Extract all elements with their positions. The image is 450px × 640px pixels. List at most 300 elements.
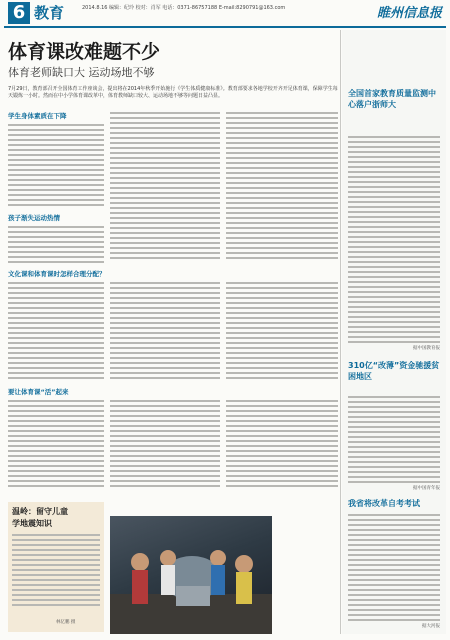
text-line <box>348 599 440 601</box>
text-line <box>8 415 104 417</box>
text-line <box>110 242 220 244</box>
text-line <box>226 162 338 164</box>
text-line <box>110 162 220 164</box>
text-line <box>110 137 220 139</box>
text-line <box>226 227 338 229</box>
text-line <box>12 564 100 566</box>
text-line <box>8 367 104 369</box>
text-line <box>8 302 104 304</box>
text-line <box>12 554 100 556</box>
text-line <box>8 194 104 196</box>
text-line <box>8 420 104 422</box>
text-line <box>348 594 440 596</box>
text-line <box>110 157 220 159</box>
photo-illustration <box>110 516 272 634</box>
right-story-source: 据大河报 <box>422 624 440 629</box>
text-line <box>110 297 220 299</box>
text-line <box>348 421 440 423</box>
text-line <box>8 251 104 253</box>
text-line <box>110 302 220 304</box>
text-line <box>8 139 104 141</box>
text-line <box>110 420 220 422</box>
text-line <box>226 327 338 329</box>
text-line <box>110 227 220 229</box>
text-line <box>348 524 440 526</box>
text-line <box>110 207 220 209</box>
text-line <box>348 554 440 556</box>
text-line <box>110 475 220 477</box>
text-line <box>110 132 220 134</box>
text-line <box>226 177 338 179</box>
photo-credit: 林亿鹏 摄 <box>56 620 76 625</box>
text-line <box>348 336 440 338</box>
text-line <box>226 400 338 402</box>
text-line <box>8 246 104 248</box>
text-line <box>8 189 104 191</box>
text-line <box>8 347 104 349</box>
text-line <box>110 192 220 194</box>
text-line <box>8 174 104 176</box>
text-line <box>348 286 440 288</box>
text-line <box>110 307 220 309</box>
text-line <box>226 312 338 314</box>
text-line <box>348 584 440 586</box>
text-line <box>110 287 220 289</box>
text-line <box>226 242 338 244</box>
right-story-source: 据中国教育报 <box>413 346 440 351</box>
text-line <box>8 124 104 126</box>
text-line <box>110 377 220 379</box>
text-line <box>12 549 100 551</box>
sidebar-story-title-2: 学地震知识 <box>12 519 52 528</box>
text-line <box>226 237 338 239</box>
text-line <box>110 222 220 224</box>
text-line <box>8 261 104 263</box>
text-line <box>110 212 220 214</box>
text-line <box>226 460 338 462</box>
text-line <box>226 450 338 452</box>
text-line <box>12 534 100 536</box>
text-line <box>8 199 104 201</box>
text-line <box>110 257 220 259</box>
text-line <box>348 544 440 546</box>
text-line <box>348 411 440 413</box>
text-line <box>8 154 104 156</box>
text-line <box>110 410 220 412</box>
main-article-body <box>8 112 338 632</box>
text-line <box>8 465 104 467</box>
text-line <box>226 182 338 184</box>
text-line <box>110 430 220 432</box>
text-line <box>110 237 220 239</box>
text-line <box>110 322 220 324</box>
section-title: 教育 <box>34 4 65 22</box>
text-line <box>110 342 220 344</box>
text-line <box>348 176 440 178</box>
text-line <box>226 187 338 189</box>
text-line <box>226 480 338 482</box>
text-line <box>226 122 338 124</box>
text-line <box>348 604 440 606</box>
text-line <box>348 529 440 531</box>
text-line <box>348 311 440 313</box>
text-line <box>226 455 338 457</box>
text-line <box>348 614 440 616</box>
sidebar-story-title: 温岭：留守儿童 <box>12 507 68 516</box>
text-line <box>348 326 440 328</box>
text-line <box>110 485 220 487</box>
text-line <box>348 321 440 323</box>
text-line <box>348 236 440 238</box>
text-line <box>226 297 338 299</box>
text-line <box>226 147 338 149</box>
text-line <box>110 312 220 314</box>
lead-paragraph: 7月29日，教育部召开全国体育工作座谈会，提出将在2014年秋季开始施行《学生体质健康标准》。教育部要求各地学校开齐开足体育课，保障学生每天锻炼一小时。然而在中小学体育课改革中，体育教师缺口较大、运动场地不够等问题日益凸显。 <box>8 86 338 99</box>
text-line <box>8 352 104 354</box>
text-line <box>110 127 220 129</box>
text-line <box>110 142 220 144</box>
text-line <box>110 197 220 199</box>
text-line <box>110 347 220 349</box>
text-line <box>226 485 338 487</box>
text-line <box>348 206 440 208</box>
text-line <box>12 594 100 596</box>
text-line <box>12 604 100 606</box>
text-line <box>348 241 440 243</box>
text-line <box>348 446 440 448</box>
text-line <box>8 372 104 374</box>
news-photo <box>110 516 272 634</box>
text-line <box>110 167 220 169</box>
text-line <box>110 455 220 457</box>
text-line <box>348 141 440 143</box>
text-line <box>226 222 338 224</box>
text-line <box>226 440 338 442</box>
text-line <box>226 247 338 249</box>
text-line <box>110 187 220 189</box>
text-line <box>8 184 104 186</box>
text-line <box>8 405 104 407</box>
text-line <box>226 197 338 199</box>
text-line <box>348 574 440 576</box>
text-line <box>348 461 440 463</box>
text-line <box>110 182 220 184</box>
masthead-rule <box>4 26 446 28</box>
text-line <box>110 112 220 114</box>
page-number: 6 <box>8 2 30 24</box>
text-line <box>8 485 104 487</box>
text-line <box>348 166 440 168</box>
text-line <box>110 372 220 374</box>
text-line <box>348 261 440 263</box>
text-line <box>8 475 104 477</box>
text-line <box>226 430 338 432</box>
text-line <box>348 296 440 298</box>
text-line <box>226 212 338 214</box>
text-line <box>8 410 104 412</box>
text-line <box>8 440 104 442</box>
text-line <box>226 112 338 114</box>
text-line <box>348 619 440 621</box>
text-line <box>348 151 440 153</box>
text-line <box>348 396 440 398</box>
text-line <box>12 589 100 591</box>
text-line <box>8 342 104 344</box>
right-story-headline: 我省将改革自考考试 <box>348 499 420 508</box>
text-line <box>8 226 104 228</box>
phone: 电话：0371-86757188 <box>162 5 218 11</box>
text-line <box>8 144 104 146</box>
masthead-meta <box>82 4 285 12</box>
text-line <box>348 171 440 173</box>
text-line <box>348 156 440 158</box>
text-line <box>348 201 440 203</box>
text-line <box>110 352 220 354</box>
text-line <box>226 167 338 169</box>
text-line <box>8 445 104 447</box>
text-line <box>8 307 104 309</box>
text-line <box>226 287 338 289</box>
text-line <box>226 405 338 407</box>
text-line <box>226 292 338 294</box>
headline: 体育课改难题不少 <box>8 41 161 63</box>
text-line <box>110 122 220 124</box>
text-line <box>110 317 220 319</box>
text-line <box>226 142 338 144</box>
text-line <box>226 362 338 364</box>
text-line <box>348 569 440 571</box>
text-line <box>348 451 440 453</box>
text-line <box>226 232 338 234</box>
text-line <box>8 377 104 379</box>
text-line <box>348 539 440 541</box>
text-line <box>8 400 104 402</box>
text-line <box>348 301 440 303</box>
text-line <box>348 481 440 483</box>
text-line <box>12 579 100 581</box>
text-line <box>348 246 440 248</box>
text-line <box>8 169 104 171</box>
text-line <box>226 332 338 334</box>
section-heading: 学生身体素质在下降 <box>8 112 67 120</box>
text-line <box>348 316 440 318</box>
text-line <box>348 226 440 228</box>
section-heading: 孩子渐失运动热情 <box>8 214 60 222</box>
text-line <box>8 430 104 432</box>
text-line <box>110 415 220 417</box>
right-story-headline: 310亿“改薄”资金驰援贫困地区 <box>348 361 440 381</box>
text-line <box>110 332 220 334</box>
text-line <box>8 236 104 238</box>
text-line <box>110 282 220 284</box>
text-line <box>110 117 220 119</box>
text-line <box>348 216 440 218</box>
text-line <box>8 332 104 334</box>
text-line <box>226 342 338 344</box>
text-line <box>226 475 338 477</box>
text-line <box>110 440 220 442</box>
text-line <box>12 569 100 571</box>
text-line <box>348 476 440 478</box>
text-line <box>348 589 440 591</box>
masthead <box>4 2 446 26</box>
text-line <box>8 450 104 452</box>
section-heading: 文化课和体育课时怎样合理分配？ <box>8 270 106 278</box>
text-line <box>348 136 440 138</box>
text-line <box>226 470 338 472</box>
section-heading: 要让体育课“活”起来 <box>8 388 69 396</box>
text-line <box>8 327 104 329</box>
text-line <box>348 559 440 561</box>
text-line <box>110 465 220 467</box>
text-line <box>226 127 338 129</box>
text-line <box>110 450 220 452</box>
text-line <box>110 147 220 149</box>
text-line <box>8 231 104 233</box>
text-line <box>348 564 440 566</box>
text-line <box>348 416 440 418</box>
text-line <box>8 134 104 136</box>
text-line <box>8 480 104 482</box>
text-line <box>348 276 440 278</box>
text-line <box>110 217 220 219</box>
text-line <box>226 420 338 422</box>
text-line <box>226 435 338 437</box>
text-line <box>8 337 104 339</box>
email: E-mail:8290791@163.com <box>218 5 286 11</box>
text-line <box>226 302 338 304</box>
text-line <box>110 362 220 364</box>
sidebar-story <box>8 502 104 632</box>
text-line <box>348 341 440 343</box>
right-column <box>342 30 446 634</box>
text-line <box>348 549 440 551</box>
text-line <box>348 609 440 611</box>
text-line <box>8 460 104 462</box>
text-line <box>226 137 338 139</box>
text-line <box>110 292 220 294</box>
text-line <box>110 405 220 407</box>
text-line <box>110 367 220 369</box>
text-line <box>348 406 440 408</box>
text-line <box>348 401 440 403</box>
text-line <box>226 410 338 412</box>
text-line <box>226 257 338 259</box>
text-line <box>226 307 338 309</box>
text-line <box>8 425 104 427</box>
text-line <box>8 129 104 131</box>
text-line <box>8 256 104 258</box>
text-line <box>348 579 440 581</box>
text-line <box>8 297 104 299</box>
right-story-headline: 全国首家教育质量监测中心落户浙师大 <box>348 89 436 109</box>
text-line <box>226 202 338 204</box>
text-line <box>348 186 440 188</box>
text-line <box>110 152 220 154</box>
column-divider <box>340 30 341 634</box>
text-line <box>348 161 440 163</box>
text-line <box>8 287 104 289</box>
text-line <box>226 372 338 374</box>
text-line <box>226 317 338 319</box>
text-line <box>110 232 220 234</box>
text-line <box>110 202 220 204</box>
text-line <box>348 146 440 148</box>
text-line <box>348 534 440 536</box>
text-line <box>348 191 440 193</box>
newspaper-brand: 睢州信息报 <box>376 6 442 21</box>
text-line <box>226 282 338 284</box>
text-line <box>8 312 104 314</box>
text-line <box>12 559 100 561</box>
text-line <box>348 306 440 308</box>
text-line <box>226 172 338 174</box>
text-line <box>12 544 100 546</box>
text-line <box>226 347 338 349</box>
text-line <box>226 337 338 339</box>
text-line <box>348 291 440 293</box>
text-line <box>348 266 440 268</box>
text-line <box>226 425 338 427</box>
text-line <box>12 574 100 576</box>
text-line <box>110 480 220 482</box>
right-story-source: 据中国青年报 <box>413 486 440 491</box>
text-line <box>348 466 440 468</box>
text-line <box>8 241 104 243</box>
text-line <box>348 431 440 433</box>
issue-date: 2014.8.16 <box>82 5 108 11</box>
text-line <box>348 256 440 258</box>
text-line <box>348 426 440 428</box>
text-line <box>226 352 338 354</box>
text-line <box>348 281 440 283</box>
text-line <box>110 177 220 179</box>
text-line <box>110 400 220 402</box>
text-line <box>8 292 104 294</box>
text-line <box>110 337 220 339</box>
text-line <box>226 465 338 467</box>
text-line <box>8 357 104 359</box>
text-line <box>110 252 220 254</box>
text-line <box>110 425 220 427</box>
text-line <box>348 331 440 333</box>
text-line <box>8 322 104 324</box>
text-line <box>226 132 338 134</box>
text-line <box>8 435 104 437</box>
text-line <box>226 367 338 369</box>
text-line <box>348 519 440 521</box>
text-line <box>8 282 104 284</box>
text-line <box>110 172 220 174</box>
text-line <box>226 152 338 154</box>
text-line <box>110 460 220 462</box>
text-line <box>8 179 104 181</box>
text-line <box>110 327 220 329</box>
text-line <box>348 441 440 443</box>
subheadline: 体育老师缺口大 运动场地不够 <box>8 66 155 79</box>
text-line <box>348 231 440 233</box>
text-line <box>348 436 440 438</box>
text-line <box>348 196 440 198</box>
text-line <box>226 377 338 379</box>
text-line <box>12 584 100 586</box>
text-line <box>12 539 100 541</box>
text-line <box>348 456 440 458</box>
text-line <box>226 415 338 417</box>
text-line <box>110 470 220 472</box>
text-line <box>8 317 104 319</box>
text-line <box>226 192 338 194</box>
